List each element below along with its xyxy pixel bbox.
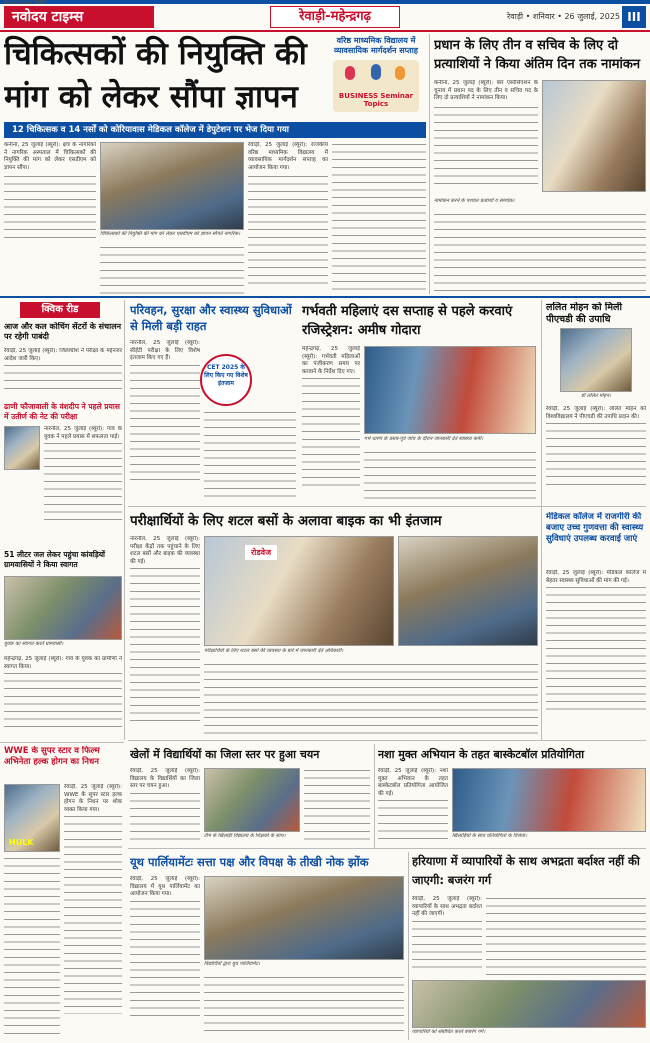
quick-read-caption: युवक का स्वागत करते ग्रामवासी। (4, 641, 64, 647)
quick-read-photo-2 (4, 576, 122, 640)
transport-body (130, 340, 200, 500)
pregnant-lines (302, 376, 360, 486)
lead-headline-2: मांग को लेकर सौंपा ज्ञापन (4, 79, 298, 115)
lalit-caption: डॉ ललित मोहन। (581, 393, 611, 399)
seminar-graphic-label: BUSINESS Seminar Topics (338, 92, 414, 108)
youth-lines (130, 899, 200, 1019)
seminar-body (248, 142, 328, 292)
lead-photo (100, 142, 244, 230)
shuttle-lines (130, 566, 200, 726)
shuttle-photo-2 (398, 536, 538, 646)
column-divider (429, 34, 430, 294)
basketball-caption: खिलाड़ियों के साथ प्रतियोगिता के विजेता। (452, 833, 527, 839)
lalit-headline: ललित मोहन को मिली पीएचडी की उपाधि (546, 302, 622, 325)
dateline: रेवाड़ी • शनिवार • 26 जुलाई, 2025 (506, 12, 620, 21)
section-divider (128, 506, 646, 507)
wwe-body-text: रेवाड़ी, 25 जुलाई (ब्यूरो): WWE के सुपर स्टार हल्क होगन के निधन पर शोक व्यक्त किया गया। (64, 784, 122, 813)
youth-caption: विद्यार्थियों द्वारा यूथ पार्लियामेंट। (204, 961, 260, 967)
haryana-lines (412, 919, 482, 969)
lead-col4-lines (332, 142, 426, 292)
quick-read-text-2-span: नारनौल, 25 जुलाई (ब्यूरो): गांव के युवक ने पहले प्रयास में सफलता पाई। (44, 426, 122, 440)
top-strip (0, 0, 650, 4)
section-divider (128, 848, 646, 849)
shuttle-photo (204, 536, 394, 646)
quick-read-text-2 (44, 426, 122, 538)
wwe-lines (64, 814, 122, 1014)
lead-body-lines (4, 174, 96, 244)
paper-name: नवोदय टाइम्स (4, 6, 154, 28)
column-divider (541, 300, 542, 510)
election-headline: प्रधान के लिए तीन व सचिव के लिए दो प्रत्याशियों ने किया अंतिम दिन तक नामांकन (434, 38, 641, 72)
youth-body (130, 876, 200, 1038)
pregnant-lines-2 (364, 450, 536, 500)
lead-headline-1: चिकित्सकों की नियुक्ति की (4, 36, 307, 72)
election-caption: नामांकन करने के पश्चात प्रत्याशी व समर्थक। (434, 198, 515, 204)
haryana-photo (412, 980, 646, 1028)
pregnant-body (302, 346, 360, 496)
haryana-headline: हरियाणा में व्यापारियों के साथ अभद्रता बर्दाश्त नहीं की जाएगी: बजरंग गर्ग (412, 854, 640, 887)
seminar-box (326, 36, 426, 136)
haryana-caption: व्यापारियों को संबोधित करते बजरंग गर्ग। (412, 1029, 486, 1035)
section-title: रेवाड़ी-महेन्द्रगढ़ (270, 6, 400, 28)
pregnant-headline: गर्भवती महिलाएं दस सप्ताह से पहले करवाएं रजिस्ट्रेशन: अमीष गोदारा (302, 304, 513, 338)
quick-read-text-3-span: महेन्द्रगढ़, 25 जुलाई (ब्यूरो): गांव के युवक का ग्रामीणों ने स्वागत किया। (4, 656, 122, 670)
haryana-body (412, 896, 482, 976)
column-divider (374, 744, 375, 848)
lead-col2-lines (100, 245, 244, 295)
wwe-lines-2 (4, 856, 60, 1036)
basketball-body-text: रेवाड़ी, 25 जुलाई (ब्यूरो): नशा मुक्त अभियान के तहत बास्केटबॉल प्रतियोगिता आयोजित की गई। (378, 768, 448, 797)
quick-read-photo (4, 426, 40, 470)
quick-read-head-1: आज और कल कोचिंग सेंटरों के संचालन पर रहेगी पाबंदी (4, 322, 122, 341)
roadways-sign: रोडवेज (245, 545, 277, 560)
shuttle-caption: परीक्षार्थियों के लिए शटल बसों की व्यवस्था के बारे में जानकारी देते अधिकारी। (204, 648, 344, 654)
column-divider (541, 510, 542, 740)
sports-caption: टीम के खिलाड़ी विद्यालय के शिक्षकों के साथ। (204, 833, 286, 839)
paper-sub: NAVODAYA TIMES (4, 0, 48, 6)
medical-lines (546, 585, 646, 715)
shuttle-body-text: नारनौल, 25 जुलाई (ब्यूरो): परीक्षा केंद्रों तक पहुंचाने के लिए शटल बसों और बाइक की व्यवस्था की गई। (130, 536, 200, 565)
pregnant-caption: गर्भ धारण के प्रसव-पूर्व जांच के दौरान जानकारी देते स्वास्थ्य कर्मी। (364, 436, 484, 442)
sports-body-text: रेवाड़ी, 25 जुलाई (ब्यूरो): विद्यालय के विद्यार्थियों का जिला स्तर पर चयन हुआ। (130, 768, 200, 790)
basketball-body (378, 768, 448, 844)
section-divider (128, 740, 646, 741)
quick-read-head-2: ढाणी फौजावाली के वंशदीप ने पहले प्रयास में उतीर्ण की नेट की परीक्षा (4, 402, 120, 421)
sports-lines (130, 791, 200, 841)
column-divider (408, 852, 409, 1040)
seminar-title: वरिष्ठ माध्यमिक विद्यालय में व्यावसायिक मार्गदर्शन सप्ताह (333, 36, 419, 55)
quick-read-lines (4, 363, 122, 391)
sports-body (130, 768, 200, 844)
haryana-body-text: रेवाड़ी, 25 जुलाई (ब्यूरो): व्यापारियों के साथ अभद्रता बर्दाश्त नहीं की जाएगी। (412, 896, 482, 918)
shuttle-lines-2 (204, 662, 538, 736)
youth-headline: यूथ पार्लियामेंटः सत्ता पक्ष और विपक्ष के तीखी नोक झोंक (130, 855, 369, 869)
sports-lines-2 (304, 768, 370, 844)
haryana-lines-2 (486, 896, 646, 976)
transport-body-text: नारनौल, 25 जुलाई (ब्यूरो): सीईटी परीक्षा के लिए विशेष इंतजाम किए गए हैं। (130, 340, 200, 362)
basketball-headline: नशा मुक्त अभियान के तहत बास्केटबॉल प्रतियोगिता (378, 748, 585, 761)
quick-read-text-1-span: रेवाड़ी, 25 जुलाई (ब्यूरो): जिलाधीश ने परीक्षा के मद्देनजर आदेश जारी किए। (4, 348, 122, 362)
medical-headline: मेडिकल कॉलेज में राजगीरी की बजाए उच्च गुणवत्ता की स्वास्थ्य सुविधाएं उपलब्ध करवाई जाएं (546, 512, 644, 544)
medical-body (546, 570, 646, 736)
pregnant-body-text: महेन्द्रगढ़, 25 जुलाई (ब्यूरो): गर्भवती महिलाओं का पंजीकरण समय पर करवाने के निर्देश दिए गए। (302, 346, 360, 375)
shuttle-body (130, 536, 200, 736)
basketball-lines (378, 798, 448, 844)
transport-lines (130, 363, 200, 483)
sports-headline: खेलों में विद्यार्थियों का जिला स्तर पर हुआ चयन (130, 748, 320, 761)
masthead-rule (0, 30, 650, 32)
person-icon (395, 66, 405, 80)
lalit-body (546, 406, 646, 506)
column-divider (124, 300, 125, 740)
youth-body-text: रेवाड़ी, 25 जुलाई (ब्यूरो): विद्यालय में यूथ पार्लियामेंट का आयोजन किया गया। (130, 876, 200, 898)
section-divider (0, 742, 124, 743)
shuttle-headline: परीक्षार्थियों के लिए शटल बसों के अलावा बाइक का भी इंतजाम (130, 513, 442, 529)
page-number: III (622, 6, 646, 28)
wwe-photo-label: HULK (9, 838, 34, 847)
lalit-lines (546, 421, 646, 491)
election-body-text: कनीना, 25 जुलाई (ब्यूरो): बार एसोसिएशन के चुनाव में प्रधान पद के लिए तीन व सचिव पद के लिए दो प्रत्याशियों ने नामांकन किया। (434, 80, 538, 102)
youth-lines-2 (204, 975, 404, 1037)
section-rule (0, 296, 650, 298)
transport-headline: परिवहन, सुरक्षा और स्वास्थ्य सुविधाओं से मिली बड़ी राहत (130, 303, 292, 333)
wwe-headline: WWE के सुपर स्टार व फिल्म अभिनेता हल्क होगन का निधन (4, 746, 100, 767)
quick-read-text-1 (4, 348, 122, 398)
quick-read-lines (44, 441, 122, 521)
quick-read-lines (4, 671, 122, 731)
election-body (434, 80, 538, 198)
person-icon (345, 66, 355, 80)
youth-photo (204, 876, 404, 960)
cet-badge: CET 2025 के लिए किए गए विशेष इंतजाम (200, 354, 252, 406)
basketball-photo (452, 768, 646, 832)
lead-subbar: 12 चिकित्सक व 14 नर्सों को कोरियावास मेडिकल कॉलेज में डेपुटेशन पर भेज दिया गया (4, 122, 426, 138)
lead-body (4, 142, 96, 260)
sports-photo (204, 768, 300, 832)
quick-read-label: क्विक रीड (20, 302, 100, 318)
election-lines (434, 212, 646, 292)
election-photo (542, 80, 646, 192)
wwe-photo (4, 784, 60, 852)
election-body-lines (434, 105, 538, 185)
wwe-body (64, 784, 122, 1034)
seminar-body-lines (248, 174, 328, 284)
lalit-photo (560, 328, 632, 392)
pregnant-photo (364, 346, 536, 434)
lead-caption: चिकित्सकों की नियुक्ति की मांग को लेकर एसडीएम को ज्ञापन सौंपते नागरिक। (100, 231, 241, 237)
seminar-graphic (333, 60, 419, 112)
quick-read-text-3 (4, 656, 122, 736)
lead-body-text: कनीना, 25 जुलाई (ब्यूरो): क्षेत्र के नागरिकों ने नागरिक अस्पताल में चिकित्सकों की नियुक्ति की मांग को लेकर एसडीएम को ज्ञापन सौंपा। (4, 142, 96, 171)
person-icon (371, 64, 381, 80)
medical-body-text: रेवाड़ी, 25 जुलाई (ब्यूरो): मेडिकल कॉलेज में बेहतर स्वास्थ्य सुविधाओं की मांग की गई। (546, 570, 646, 584)
quick-read-head-3: 51 लीटर जल लेकर पहुंचा कांवड़ियों ग्रामवासियों ने किया स्वागत (4, 550, 105, 569)
seminar-body-text: रेवाड़ी, 25 जुलाई (ब्यूरो): राजकीय वरिष्ठ माध्यमिक विद्यालय में व्यावसायिक मार्गदर्शन सप्ताह का आयोजन किया गया। (248, 142, 328, 171)
lalit-body-text: रेवाड़ी, 25 जुलाई (ब्यूरो): ललित मोहन को विश्वविद्यालय ने पीएचडी की उपाधि प्रदान की। (546, 406, 646, 420)
transport-lines-2 (204, 410, 296, 500)
